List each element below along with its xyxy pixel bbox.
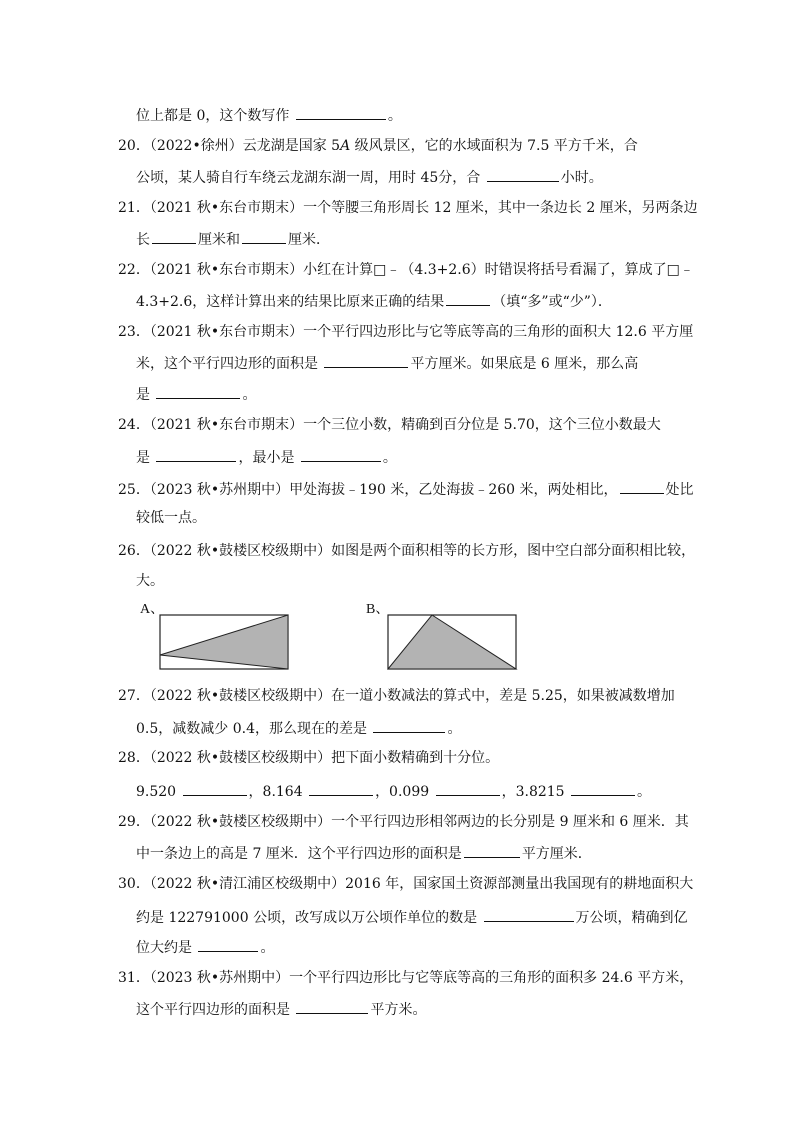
text: 。 xyxy=(447,721,462,737)
answer-blank[interactable] xyxy=(152,229,196,244)
answer-blank[interactable] xyxy=(242,229,286,244)
q21-line1 xyxy=(118,199,698,217)
text: 中一条边上的高是 7 厘米．这个平行四边形的面积是 xyxy=(136,846,462,862)
answer-blank[interactable] xyxy=(484,907,574,922)
text: 厘米和 xyxy=(198,232,240,248)
answer-blank[interactable] xyxy=(309,781,373,796)
text: 22．（2021 秋•东台市期末）小红在计算□﹣（4.3+2.6）时错误将括号看漏了，算成了□﹣ xyxy=(118,262,694,278)
text: 21．（2021 秋•东台市期末）一个等腰三角形周长 12 厘米，其中一条边长 2 厘米，另两条边 xyxy=(118,200,698,216)
text: 0.5，减数减少 0.4，那么现在的差是 xyxy=(136,721,372,737)
text: 小时。 xyxy=(560,170,603,186)
text: 9.520 xyxy=(136,784,181,800)
answer-blank[interactable] xyxy=(373,718,445,733)
figure-b-shaded-triangle xyxy=(388,615,516,669)
text: 20．（2022•徐州）云龙湖是国家 5 xyxy=(118,138,341,154)
text: 平方米。 xyxy=(370,1002,427,1018)
q30-line1 xyxy=(118,875,693,893)
text: ，8.164 xyxy=(248,784,308,800)
text: 4.3+2.6，这样计算出来的结果比原来正确的结果 xyxy=(136,294,445,310)
answer-blank[interactable] xyxy=(183,781,247,796)
q30-line2 xyxy=(136,907,688,927)
answer-blank[interactable] xyxy=(296,999,368,1014)
text: 25．（2023 秋•苏州期中）甲处海拔﹣190 米，乙处海拔﹣260 米，两处相比， xyxy=(118,482,618,498)
answer-blank[interactable] xyxy=(198,937,258,952)
text: 28．（2022 秋•鼓楼区校级期中）把下面小数精确到十分位。 xyxy=(118,750,500,766)
q23-line3 xyxy=(136,384,256,404)
text: 是 xyxy=(136,450,155,466)
text-italic: A xyxy=(340,138,351,154)
q27-line1 xyxy=(118,687,675,705)
text: 。 xyxy=(382,450,397,466)
text: 31．（2023 秋•苏州期中）一个平行四边形比与它等底等高的三角形的面积多 24.6 平方米， xyxy=(118,970,694,986)
q27-line2 xyxy=(136,718,461,738)
text: ，0.099 xyxy=(375,784,434,800)
q31-line2 xyxy=(136,999,426,1019)
q28-line2 xyxy=(136,781,651,801)
answer-blank[interactable] xyxy=(324,353,408,368)
q19-tail-line xyxy=(136,105,402,125)
q23-line2 xyxy=(136,353,638,373)
text: 大。 xyxy=(136,573,164,589)
text: 。 xyxy=(387,108,402,124)
text: 公顷，某人骑自行车绕云龙湖东湖一周，用时 45分，合 xyxy=(136,170,485,186)
text: 万公顷，精确到亿 xyxy=(575,910,688,926)
figure-a xyxy=(158,613,292,671)
text: 约是 122791000 公顷，改写成以万公顷作单位的数是 xyxy=(136,910,482,926)
q24-line2 xyxy=(136,447,397,467)
text: 。 xyxy=(242,387,257,403)
answer-blank[interactable] xyxy=(301,447,381,462)
text: 29．（2022 秋•鼓楼区校级期中）一个平行四边形相邻两边的长分别是 9 厘米和 6 厘米．其 xyxy=(118,814,689,830)
answer-blank[interactable] xyxy=(464,843,520,858)
text: 27．（2022 秋•鼓楼区校级期中）在一道小数减法的算式中，差是 5.25，如果被减数增加 xyxy=(118,688,675,704)
answer-blank[interactable] xyxy=(620,479,664,494)
text: 23．（2021 秋•东台市期末）一个平行四边形比与它等底等高的三角形的面积大 12.6 平方厘 xyxy=(118,324,694,340)
q20-line2 xyxy=(136,167,603,187)
answer-blank[interactable] xyxy=(436,781,500,796)
text: ，最小是 xyxy=(238,450,299,466)
text: 平方厘米． xyxy=(521,846,592,862)
q22-line2 xyxy=(136,291,612,311)
answer-blank[interactable] xyxy=(487,167,559,182)
answer-blank[interactable] xyxy=(571,781,635,796)
q22-line1 xyxy=(118,261,694,279)
text: 较低一点。 xyxy=(136,510,206,526)
text: 平方厘米。如果底是 6 厘米，那么高 xyxy=(410,356,639,372)
answer-blank[interactable] xyxy=(156,447,236,462)
q28-line1 xyxy=(118,749,499,767)
text: 。 xyxy=(637,784,652,800)
figure-b xyxy=(386,613,520,671)
q20-line1 xyxy=(118,137,638,155)
text: ，3.8215 xyxy=(501,784,570,800)
q26-line1 xyxy=(118,542,695,560)
text: 是 xyxy=(136,387,155,403)
q30-line3 xyxy=(136,937,274,957)
figure-a-label: A、 xyxy=(140,602,165,617)
text: 26．（2022 秋•鼓楼区校级期中）如图是两个面积相等的长方形，图中空白部分面积相比较， xyxy=(118,543,696,559)
text: 位大约是 xyxy=(136,940,197,956)
text: （填“多”或“少”）． xyxy=(492,294,612,310)
q21-line2 xyxy=(136,229,330,249)
text: 级风景区，它的水域面积为 7.5 平方千米，合 xyxy=(350,138,638,154)
q25-line2 xyxy=(136,509,206,527)
text: 长 xyxy=(136,232,150,248)
text: 。 xyxy=(260,940,275,956)
q26-line2 xyxy=(136,572,164,590)
text: 米，这个平行四边形的面积是 xyxy=(136,356,323,372)
figure-b-label: B、 xyxy=(366,602,390,617)
q29-line1 xyxy=(118,813,689,831)
answer-blank[interactable] xyxy=(156,384,240,399)
answer-blank[interactable] xyxy=(446,291,490,306)
q24-line1 xyxy=(118,416,661,434)
text: 厘米． xyxy=(288,232,330,248)
figure-a-shaded-triangle xyxy=(160,615,288,669)
answer-blank[interactable] xyxy=(296,105,386,120)
q23-line1 xyxy=(118,323,693,341)
text: 处比 xyxy=(665,482,694,498)
text: 位上都是 0，这个数写作 xyxy=(136,108,294,124)
q25-line1 xyxy=(118,479,694,499)
text: 24．（2021 秋•东台市期末）一个三位小数，精确到百分位是 5.70，这个三位小数最大 xyxy=(118,417,661,433)
text: 这个平行四边形的面积是 xyxy=(136,1002,295,1018)
q31-line1 xyxy=(118,969,693,987)
text: 30．（2022 秋•清江浦区校级期中）2016 年，国家国土资源部测量出我国现有的耕地面积大 xyxy=(118,876,694,892)
q29-line2 xyxy=(136,843,592,863)
